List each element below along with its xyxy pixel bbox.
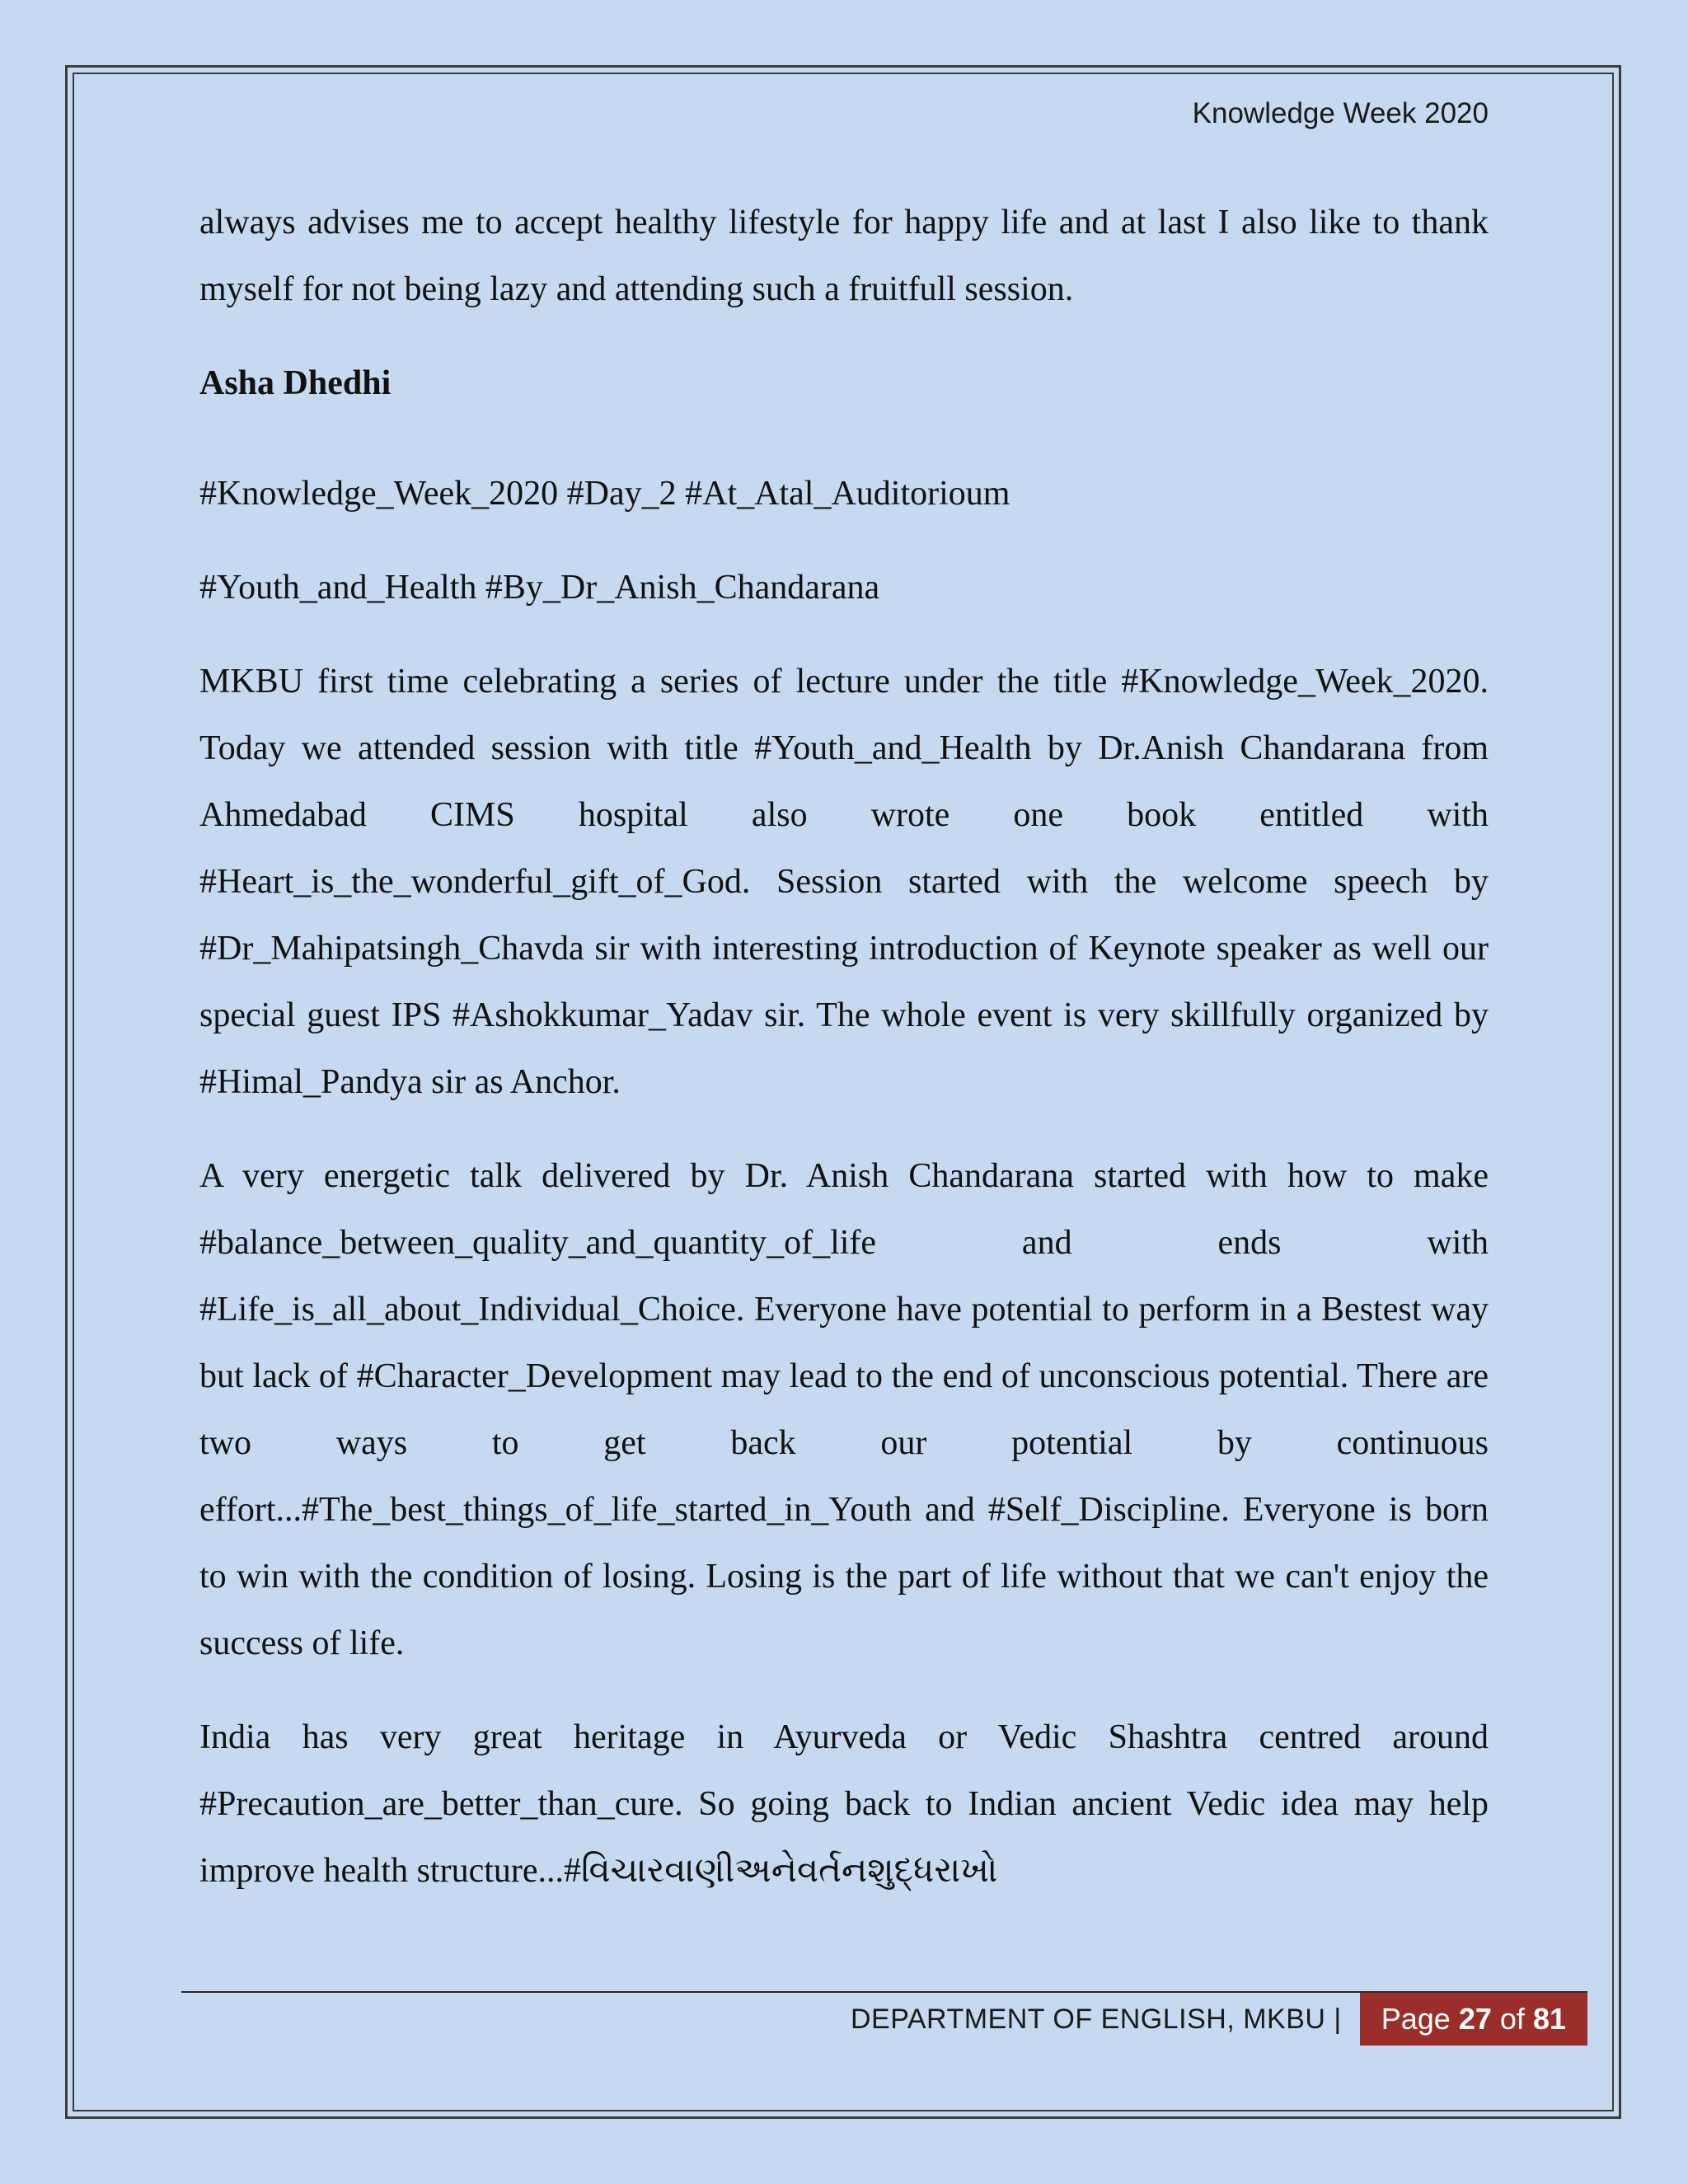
page-label: Page xyxy=(1381,2002,1451,2036)
intro-paragraph: always advises me to accept healthy lifestyle for happy life and at last I also like to thank myself for not being lazy and attending such a fruitfull session. xyxy=(199,204,1489,308)
body-paragraph-2: A very energetic talk delivered by Dr. Anish Chandarana started with how to make #balance_between_quality_and_quantity_of_life and ends with #Life_is_all_about_Individual_Choice. Everyone have potential to perform in a Bestest way but lack of #Character_Development may lead to the end of unconscious potential. There are two ways to get back our potential by continuous effort...#The_best_things_of_life_started_in_Youth and #Self_Discipline. Everyone is born to win with the condition of losing. Losing is the part of life without that we can't enjoy the success of life. xyxy=(199,1157,1489,1662)
page-footer xyxy=(851,1993,1587,2046)
page-of-label: of xyxy=(1499,2002,1525,2036)
body-paragraph-1: MKBU first time celebrating a series of lecture under the title #Knowledge_Week_2020. Today we attended session with title #Youth_and_Health by Dr.Anish Chandarana from Ahmedabad CIMS hospital also wrote one book entitled with #Heart_is_the_wonderful_gift_of_God. Session started with the welcome speech by #Dr_Mahipatsingh_Chavda sir with interesting introduction of Keynote speaker as well our special guest IPS #Ashokkumar_Yadav sir. The whole event is very skillfully organized by #Himal_Pandya sir as Anchor. xyxy=(199,663,1489,1101)
hashtag-line-1: #Knowledge_Week_2020 #Day_2 #At_Atal_Auditorioum xyxy=(199,475,1010,513)
page-current: 27 xyxy=(1458,2002,1492,2036)
body-paragraph-3: India has very great heritage in Ayurveda or Vedic Shashtra centred around #Precaution_are_better_than_cure. So going back to Indian ancient Vedic idea may help improve health structure...#વિચારવાણીઅનેવર્તનશુદ્ધરાખો xyxy=(199,1718,1489,1890)
page-number-badge xyxy=(1360,1993,1587,2046)
running-header: Knowledge Week 2020 xyxy=(1192,97,1489,129)
author-name: Asha Dhedhi xyxy=(199,364,392,402)
hashtag-line-2: #Youth_and_Health #By_Dr_Anish_Chandarana xyxy=(199,569,880,607)
page-total: 81 xyxy=(1532,2002,1566,2036)
document-body xyxy=(199,190,1489,1932)
footer-department: DEPARTMENT OF ENGLISH, MKBU | xyxy=(850,2003,1342,2035)
